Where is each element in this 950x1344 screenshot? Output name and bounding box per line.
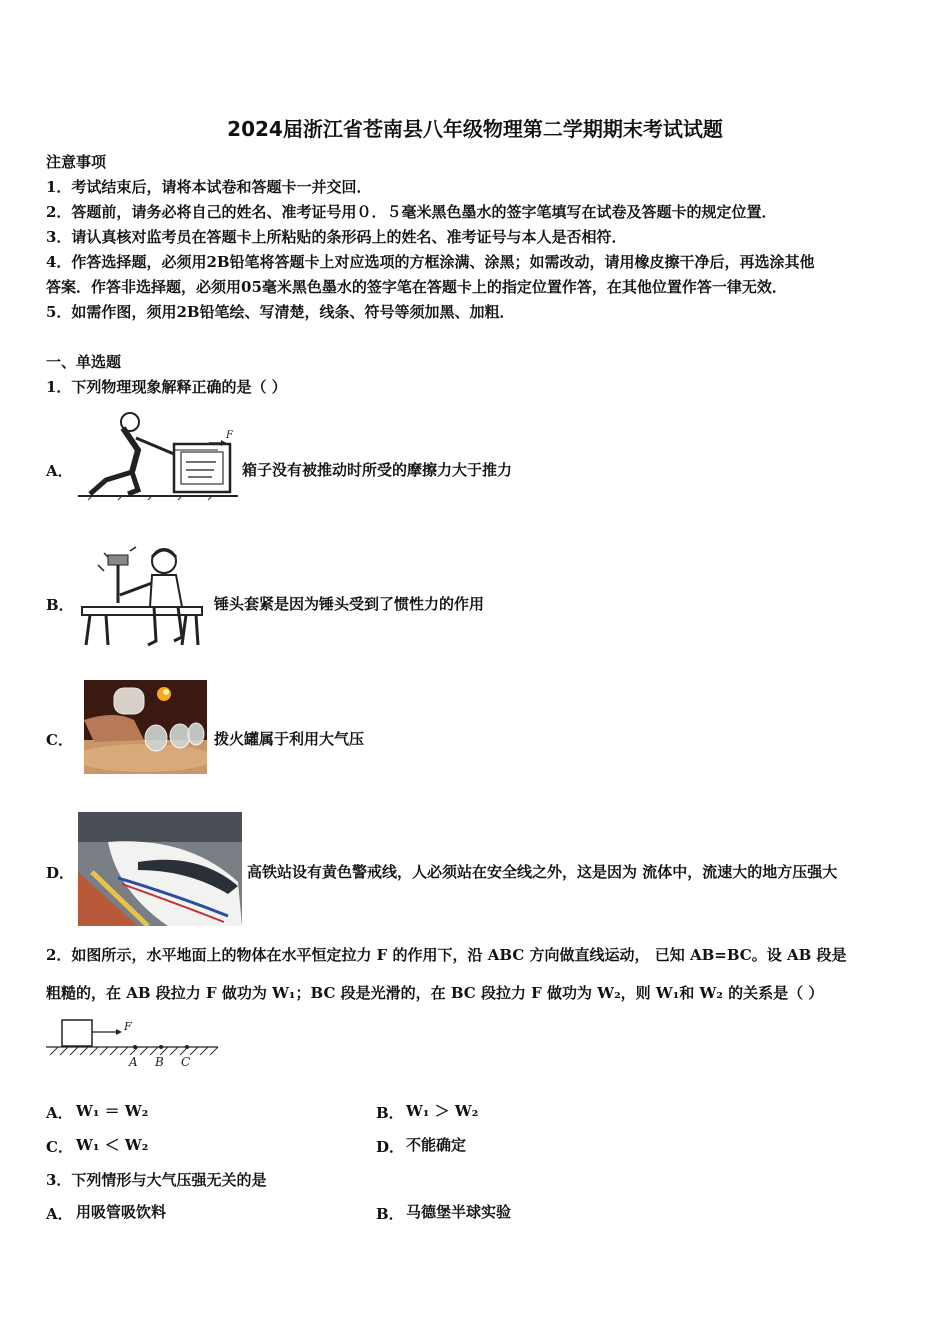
- q1-option-b-text: 锤头套紧是因为锤头受到了惯性力的作用: [214, 595, 485, 613]
- point-c-label: C: [181, 1055, 191, 1069]
- q1-option-a-letter: A．: [46, 462, 73, 480]
- q2-option-a-letter: A．: [46, 1104, 73, 1122]
- q1-stem: 1．下列物理现象解释正确的是（ ）: [46, 378, 287, 396]
- note-4-cont: 答案．作答非选择题，必须用05毫米黑色墨水的签字笔在答题卡上的指定位置作答，在其他位置作答一律无效．: [46, 278, 787, 296]
- q1-option-d-text: 高铁站设有黄色警戒线，人必须站在安全线之外，这是因为 流体中，流速大的地方压强大: [247, 863, 838, 881]
- q1-option-c-letter: C．: [46, 731, 73, 749]
- q3-option-b-letter: B．: [376, 1205, 404, 1223]
- high-speed-train-photo: [78, 812, 242, 926]
- q1-option-b-letter: B．: [46, 596, 74, 614]
- hammer-figure: [78, 545, 208, 651]
- q3-option-a-letter: A．: [46, 1205, 73, 1223]
- q2-option-a-text: W₁ ＝ W₂: [76, 1102, 149, 1120]
- notes-heading: 注意事项: [46, 153, 107, 171]
- q2-stem-line2: 粗糙的，在 AB 段拉力 F 做功为 W₁；BC 段是光滑的，在 BC 段拉力 F 做功为 W₂，则 W₁和 W₂ 的关系是（ ）: [46, 984, 824, 1002]
- q1-option-a-text: 箱子没有被推动时所受的摩擦力大于推力: [242, 461, 513, 479]
- q2-stem-line1: 2．如图所示，水平地面上的物体在水平恒定拉力 F 的作用下，沿 ABC 方向做直线运动， 已知 AB=BC。设 AB 段是: [46, 946, 847, 964]
- note-5: 5．如需作图，须用2B铅笔绘、写清楚，线条、符号等须加黑、加粗．: [46, 303, 515, 321]
- q2-option-c-text: W₁ ＜ W₂: [76, 1136, 149, 1154]
- note-2: 2．答题前，请务必将自己的姓名、准考证号用０．５毫米黑色墨水的签字笔填写在试卷及答题卡的规定位置．: [46, 203, 777, 221]
- q1-option-d-letter: D．: [46, 864, 75, 882]
- page-title: 2024届浙江省苍南县八年级物理第二学期期末考试试题: [227, 117, 723, 141]
- cupping-photo: [84, 680, 207, 774]
- q2-option-d-text: 不能确定: [406, 1136, 467, 1154]
- note-4: 4．作答选择题，必须用2B铅笔将答题卡上对应选项的方框涂满、涂黑；如需改动，请用橡皮擦干净后，再选涂其他: [46, 253, 815, 271]
- section-heading: 一、单选题: [46, 353, 122, 371]
- note-1: 1．考试结束后，请将本试卷和答题卡一并交回．: [46, 178, 372, 196]
- q2-option-b-letter: B．: [376, 1104, 404, 1122]
- force-label: F: [226, 430, 233, 441]
- push-box-figure: [78, 410, 240, 502]
- q2-option-d-letter: D．: [376, 1138, 405, 1156]
- q3-option-a-text: 用吸管吸饮料: [76, 1203, 167, 1221]
- point-a-label: A: [129, 1055, 138, 1069]
- note-3: 3．请认真核对监考员在答题卡上所粘贴的条形码上的姓名、准考证号与本人是否相符．: [46, 228, 627, 246]
- q3-stem: 3．下列情形与大气压强无关的是: [46, 1171, 267, 1189]
- q3-option-b-text: 马德堡半球实验: [406, 1203, 512, 1221]
- q1-option-c-text: 拨火罐属于利用大气压: [214, 730, 365, 748]
- incline-block-figure: [44, 1016, 220, 1072]
- force-f-label: F: [124, 1020, 132, 1033]
- point-b-label: B: [155, 1055, 164, 1069]
- q2-option-b-text: W₁ ＞ W₂: [406, 1102, 479, 1120]
- q2-option-c-letter: C．: [46, 1138, 73, 1156]
